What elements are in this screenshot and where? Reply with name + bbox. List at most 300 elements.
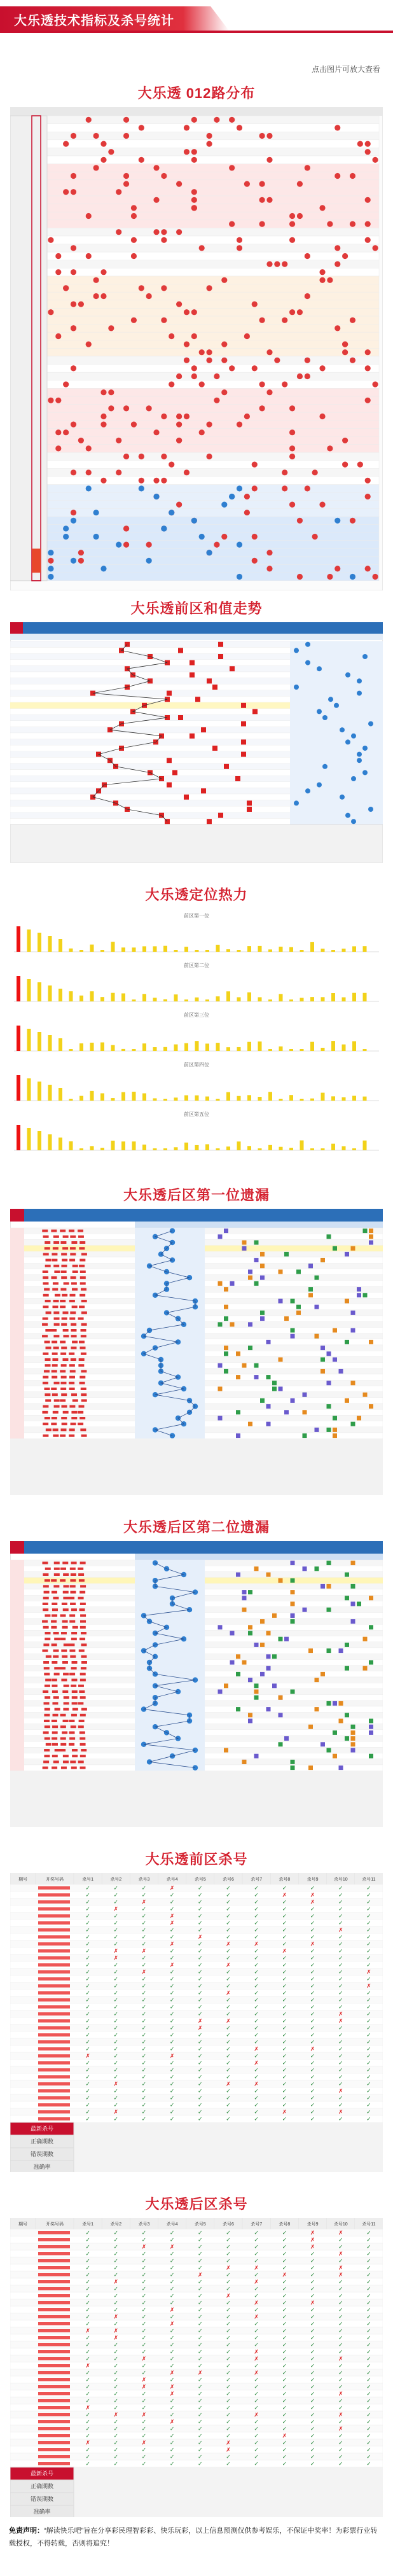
kill-result-mark: ✓ (366, 2236, 371, 2243)
kill-result-mark: ✓ (282, 2446, 287, 2453)
kill-header-cell: 杀号11 (362, 1877, 376, 1882)
sum-mark (241, 703, 246, 708)
back-indicator (236, 1375, 240, 1379)
kill-result-mark: ✓ (141, 2094, 147, 2101)
route-ball (116, 189, 121, 195)
kill-result-mark: ✓ (282, 2115, 287, 2122)
kill-result-mark: ✓ (366, 1954, 371, 1961)
heat-bar (100, 1042, 104, 1051)
route-ball (100, 414, 106, 419)
kill-draw-numbers (38, 2427, 70, 2430)
route-ball (237, 485, 242, 491)
kill-result-mark: ✓ (169, 2003, 175, 2010)
kill-draw-numbers (38, 2238, 70, 2241)
route-ball (259, 197, 265, 203)
route-ball (266, 349, 272, 355)
heat-bar (17, 926, 20, 952)
back-indicator (351, 1246, 355, 1251)
kill-result-mark: ✓ (85, 2418, 90, 2425)
heat-bar (310, 1099, 314, 1101)
heat-bar (352, 1041, 356, 1051)
back-red-number (72, 1749, 78, 1751)
heat-bar (226, 1047, 230, 1051)
back-red-number (71, 1638, 77, 1640)
heat-bar (205, 1097, 209, 1101)
heat-bar (142, 1094, 146, 1101)
route-ball (86, 117, 92, 123)
back-red-number (78, 1411, 83, 1414)
kill-result-mark: ✗ (169, 2418, 175, 2425)
back-second-miss-chart[interactable] (10, 1541, 383, 1827)
heat-bar (59, 1038, 62, 1051)
kill-result-mark: ✓ (198, 2264, 203, 2271)
route-grid-row (47, 212, 379, 220)
route-ball (244, 333, 250, 339)
back-red-number (69, 1597, 74, 1599)
kill-result-mark: ✓ (85, 2432, 90, 2439)
kill-result-mark: ✓ (85, 2460, 90, 2467)
back-red-number (43, 1276, 48, 1279)
route-ball (55, 269, 61, 275)
back-red-number (52, 1603, 57, 1605)
kill-result-mark: ✗ (113, 1905, 119, 1912)
kill-result-mark: ✓ (169, 2080, 175, 2087)
back-red-number (81, 1388, 86, 1390)
kill-draw-numbers (38, 2434, 70, 2437)
route-ball (342, 342, 348, 347)
back-red-number (60, 1714, 66, 1716)
kill-header-cell: 杀号5 (194, 1877, 206, 1882)
back-indicator (260, 1672, 265, 1676)
route-ball (71, 173, 76, 179)
kill-result-mark: ✓ (338, 2285, 343, 2292)
back-indicator (345, 1736, 349, 1741)
kill-result-mark: ✓ (310, 1919, 315, 1926)
back-red-number (79, 1241, 85, 1244)
back-red-number (45, 1737, 50, 1740)
back-indicator (218, 1387, 223, 1391)
kill-result-mark: ✓ (366, 2418, 371, 2425)
route-ball (221, 358, 227, 363)
kill-result-mark: ✓ (141, 2264, 147, 2271)
kill-result-mark: ✓ (254, 2108, 259, 2115)
route-ball (244, 414, 250, 419)
route-ball (199, 429, 205, 435)
back-indicator (248, 1719, 252, 1723)
position-heat-chart[interactable] (10, 909, 383, 1163)
back-red-number (60, 1388, 66, 1390)
back-indicator (224, 1346, 228, 1350)
route-ball (71, 470, 76, 475)
route-ball (153, 197, 159, 203)
route-ball (297, 518, 303, 524)
route-grid-row (47, 421, 379, 429)
back-red-number (54, 1382, 60, 1384)
kill-result-mark: ✗ (282, 2108, 287, 2115)
route-ball (365, 237, 371, 243)
heat-bar (247, 1042, 251, 1051)
kill-result-mark: ✗ (254, 2369, 259, 2376)
back-indicator (260, 1398, 265, 1403)
heat-bar (163, 1047, 167, 1051)
kill-result-mark: ✓ (282, 2404, 287, 2411)
route-ball (289, 221, 295, 227)
route-ball (282, 261, 287, 267)
heat-bar (153, 1148, 157, 1150)
kill-draw-numbers (38, 2420, 70, 2423)
kill-result-mark: ✓ (141, 2010, 147, 2017)
back-red-number (81, 1300, 87, 1302)
route-ball (93, 133, 99, 139)
kill-result-mark: ✓ (85, 1996, 90, 2003)
back-red-number (53, 1428, 59, 1431)
back-red-number (53, 1655, 59, 1658)
back-red-number (81, 1708, 87, 1711)
back-red-number (53, 1714, 59, 1716)
back-indicator (321, 1358, 325, 1362)
kill-draw-numbers (38, 2005, 70, 2009)
heat-bar (132, 1049, 136, 1051)
back-red-number (72, 1626, 78, 1629)
kill-result-mark: ✓ (282, 2369, 287, 2376)
kill-result-mark: ✗ (366, 1982, 371, 1989)
back-indicator (345, 1252, 349, 1257)
heat-bar (79, 1043, 83, 1051)
kill-draw-numbers (38, 2357, 70, 2360)
kill-result-mark: ✗ (254, 2059, 259, 2066)
back-indicator (308, 1264, 313, 1268)
heat-bar (289, 1095, 293, 1101)
kill-result-mark: ✓ (85, 2087, 90, 2094)
back-red-number (78, 1725, 84, 1728)
back-red-number (69, 1259, 75, 1262)
kill-result-mark: ✓ (141, 1884, 147, 1891)
kill-result-mark: ✓ (310, 1961, 315, 1968)
back-red-number (52, 1679, 57, 1681)
kill-result-mark: ✓ (338, 2313, 343, 2320)
back-indicator (242, 1590, 247, 1594)
back-red-number (52, 1643, 57, 1646)
heat-bar (216, 1043, 220, 1051)
kill-result-mark: ✓ (85, 2101, 90, 2108)
back-red-number (79, 1376, 85, 1379)
kill-result-mark: ✓ (169, 2024, 175, 2031)
back-indicator (315, 1305, 319, 1309)
back-red-number (71, 1329, 76, 1332)
kill-result-mark: ✓ (141, 2334, 147, 2341)
back-red-number (52, 1743, 58, 1746)
route-ball (176, 373, 182, 379)
route-ball (184, 470, 190, 475)
back-red-number (69, 1435, 74, 1437)
kill-result-mark: ✓ (85, 2257, 90, 2264)
route-ball (161, 173, 167, 179)
back-red-number (44, 1288, 50, 1291)
back-red-number (63, 1591, 69, 1594)
kill-header-cell: 杀号3 (138, 2222, 150, 2227)
heat-label: 前区第四位 (184, 1062, 209, 1068)
route-ball (266, 133, 272, 139)
kill-result-mark: ✓ (141, 2299, 147, 2306)
back-red-number (60, 1725, 66, 1728)
back-red-number (44, 1755, 50, 1757)
sum-header-corner (10, 622, 23, 634)
kill-result-mark: ✓ (113, 1884, 119, 1891)
back-red-number (43, 1376, 48, 1379)
route-grid-row (47, 380, 379, 389)
kill-result-mark: ✓ (254, 2460, 259, 2467)
heat-bar (100, 950, 104, 952)
route-ball (365, 349, 371, 355)
route-ball (259, 133, 265, 139)
route-ball (71, 269, 76, 275)
back-red-number (78, 1236, 84, 1238)
back-red-number (72, 1305, 78, 1308)
back-red-number (71, 1714, 77, 1716)
heat-bar (79, 1096, 83, 1101)
heat-bar (27, 1029, 31, 1051)
back-indicator (279, 1358, 283, 1362)
heat-bar (216, 1148, 220, 1150)
back-first-miss-chart[interactable] (10, 1209, 383, 1495)
kill-result-mark: ✓ (141, 2460, 147, 2467)
kill-result-mark: ✗ (310, 2229, 315, 2236)
kill-result-mark: ✗ (254, 2313, 259, 2320)
kill-draw-numbers (38, 2259, 70, 2262)
back-red-number (46, 1259, 52, 1262)
heat-bar (289, 1148, 293, 1150)
back-red-number (71, 1685, 76, 1687)
back-indicator (254, 1258, 259, 1262)
kill-result-mark: ✓ (366, 2453, 371, 2460)
heat-bar (132, 1141, 136, 1150)
heat-bar (258, 1097, 262, 1101)
back-red-number (79, 1720, 85, 1722)
route-ball (365, 494, 371, 499)
heat-bar (237, 1096, 241, 1101)
kill-result-mark: ✓ (254, 2439, 259, 2446)
kill-result-mark: ✓ (338, 2327, 343, 2334)
kill-result-mark: ✓ (282, 2038, 287, 2045)
kill-result-mark: ✓ (169, 1891, 175, 1898)
kill-result-mark: ✓ (141, 1933, 147, 1940)
zoom-tip[interactable]: 点击图片可放大查看 (311, 65, 380, 74)
kill-result-mark: ✓ (226, 2087, 231, 2094)
kill-result-mark: ✓ (338, 2383, 343, 2390)
kill-result-mark: ✓ (254, 1884, 259, 1891)
kill-draw-numbers (38, 2308, 70, 2311)
back-indicator (254, 1683, 259, 1688)
kill-result-mark: ✓ (85, 2243, 90, 2250)
back-indicator (266, 1631, 271, 1636)
kill-result-mark: ✓ (282, 1933, 287, 1940)
kill-result-mark: ✓ (85, 2376, 90, 2383)
back-indicator (266, 1573, 271, 1577)
kill-result-mark: ✓ (282, 2292, 287, 2299)
kill-result-mark: ✓ (113, 2285, 119, 2292)
sum-trend-chart[interactable] (10, 622, 383, 863)
back-indicator (351, 1584, 355, 1589)
kill-result-mark: ✓ (169, 1982, 175, 1989)
back-red-number (79, 1305, 85, 1308)
back-red-number (52, 1690, 58, 1693)
heat-bar (121, 1141, 125, 1150)
heat-bar (142, 946, 146, 952)
kill-result-mark: ✓ (338, 2243, 343, 2250)
kill-result-mark: ✓ (226, 2257, 231, 2264)
kill-result-mark: ✓ (310, 2341, 315, 2348)
route-ball (176, 414, 182, 419)
kill-result-mark: ✓ (113, 1898, 119, 1905)
kill-result-mark: ✓ (366, 1947, 371, 1954)
back-red-number (78, 1685, 84, 1687)
kill-result-mark: ✗ (254, 2045, 259, 2052)
kill-result-mark: ✓ (113, 2425, 119, 2432)
back-red-number (53, 1632, 59, 1634)
kill-result-mark: ✓ (366, 2397, 371, 2404)
route-ball (100, 157, 106, 163)
kill-result-mark: ✗ (338, 2108, 343, 2115)
kill-result-mark: ✓ (366, 2101, 371, 2108)
route-ball (123, 542, 129, 548)
kill-result-mark: ✓ (198, 2327, 203, 2334)
route-ball (123, 181, 129, 187)
kill-draw-numbers (38, 2075, 70, 2078)
kill-result-mark: ✓ (113, 2397, 119, 2404)
back-red-number (54, 1399, 60, 1402)
back-indicator (218, 1281, 223, 1286)
kill-summary-label: 最新杀号 (30, 2470, 54, 2477)
kill-result-mark: ✓ (310, 2017, 315, 2024)
kill-result-mark: ✓ (141, 1954, 147, 1961)
back-red-number (80, 1282, 86, 1285)
kill-result-mark: ✓ (226, 2432, 231, 2439)
back-indicator (303, 1410, 307, 1414)
route-ball (289, 445, 295, 451)
kill-result-mark: ✓ (141, 2052, 147, 2059)
sum-blue-mark (305, 660, 310, 665)
back-red-number (60, 1288, 66, 1291)
route-ball (221, 342, 227, 347)
back-indicator (369, 1340, 373, 1344)
kill-result-mark: ✓ (169, 2087, 175, 2094)
back-indicator (242, 1246, 247, 1251)
sum-mark (207, 819, 212, 824)
kill-draw-numbers (38, 2371, 70, 2374)
kill-result-mark: ✓ (310, 2446, 315, 2453)
heat-bar (142, 1043, 146, 1051)
back-red-number (51, 1423, 57, 1425)
kill-result-mark: ✓ (254, 2066, 259, 2073)
heat-bar (48, 1134, 52, 1150)
kill-result-mark: ✓ (366, 1905, 371, 1912)
kill-result-mark: ✗ (169, 2390, 175, 2397)
kill-header-cell: 杀号3 (138, 1877, 150, 1882)
back-red-number (43, 1603, 48, 1605)
route-ball (365, 478, 371, 484)
kill-result-mark: ✓ (169, 2066, 175, 2073)
heat-bar (69, 1141, 73, 1150)
route-ball (319, 414, 325, 419)
back-red-number (71, 1282, 77, 1285)
kill-result-mark: ✗ (254, 2411, 259, 2418)
kill-result-mark: ✓ (113, 2404, 119, 2411)
kill-result-mark: ✓ (113, 2017, 119, 2024)
back-indicator (242, 1660, 247, 1665)
back-indicator (357, 1293, 361, 1297)
route-ball (93, 165, 99, 171)
kill-result-mark: ✗ (113, 2278, 119, 2285)
route-ball (199, 349, 205, 355)
disclaimer (9, 2524, 384, 2550)
front-kill-table[interactable] (10, 1873, 383, 2172)
heat-bar (352, 1096, 356, 1101)
back-red-number (42, 1323, 48, 1326)
back-red-number (63, 1760, 69, 1763)
heat-bar (111, 1141, 115, 1150)
disclaimer-lead: 免责声明： (9, 2527, 44, 2535)
sum-mark (190, 734, 195, 739)
back-red-number (54, 1573, 60, 1576)
route-grid-row (47, 244, 379, 253)
kill-result-mark: ✓ (282, 1975, 287, 1982)
back-red-number (64, 1643, 69, 1646)
back-indicator (236, 1351, 240, 1356)
route-ball (206, 285, 212, 291)
heat-bar (38, 1131, 41, 1150)
kill-result-mark: ✗ (141, 1898, 147, 1905)
back-red-number (70, 1294, 76, 1297)
back-indicator (327, 1584, 331, 1589)
heat-bar (27, 1128, 31, 1150)
back-red-number (51, 1388, 57, 1390)
kill-result-mark: ✓ (338, 2024, 343, 2031)
kill-result-mark: ✓ (282, 2341, 287, 2348)
back-kill-table[interactable] (10, 2218, 383, 2517)
kill-result-mark: ✓ (141, 2397, 147, 2404)
heat-bar (310, 1042, 314, 1051)
kill-result-mark: ✓ (226, 2243, 231, 2250)
kill-result-mark: ✓ (282, 2264, 287, 2271)
heat-bar (195, 998, 199, 1001)
back-indicator (224, 1748, 228, 1753)
kill-result-mark: ✗ (310, 2045, 315, 2052)
kill-result-mark: ✓ (141, 2432, 147, 2439)
kill-result-mark: ✓ (198, 2453, 203, 2460)
section-title-sum-trend: 大乐透前区和值走势 (130, 601, 263, 616)
back-red-number (44, 1702, 50, 1704)
kill-result-mark: ✓ (113, 1968, 119, 1975)
kill-result-mark: ✓ (282, 2087, 287, 2094)
kill-result-mark: ✓ (113, 2045, 119, 2052)
page-title: 大乐透技术指标及杀号统计 (14, 14, 174, 28)
back-indicator (224, 1369, 228, 1374)
route-ball (184, 342, 190, 347)
kill-result-mark: ✗ (113, 2080, 119, 2087)
heat-bar (300, 1049, 304, 1051)
kill-result-mark: ✓ (198, 2052, 203, 2059)
back-red-number (52, 1755, 58, 1757)
kill-result-mark: ✓ (226, 2003, 231, 2010)
kill-result-mark: ✓ (85, 2115, 90, 2122)
back-red-number (62, 1562, 68, 1564)
route-012-chart[interactable] (10, 107, 383, 590)
route-ball (350, 173, 355, 179)
back-red-number (52, 1614, 57, 1617)
kill-result-mark: ✓ (113, 2003, 119, 2010)
kill-result-mark: ✓ (198, 2320, 203, 2327)
kill-result-mark: ✓ (338, 1996, 343, 2003)
